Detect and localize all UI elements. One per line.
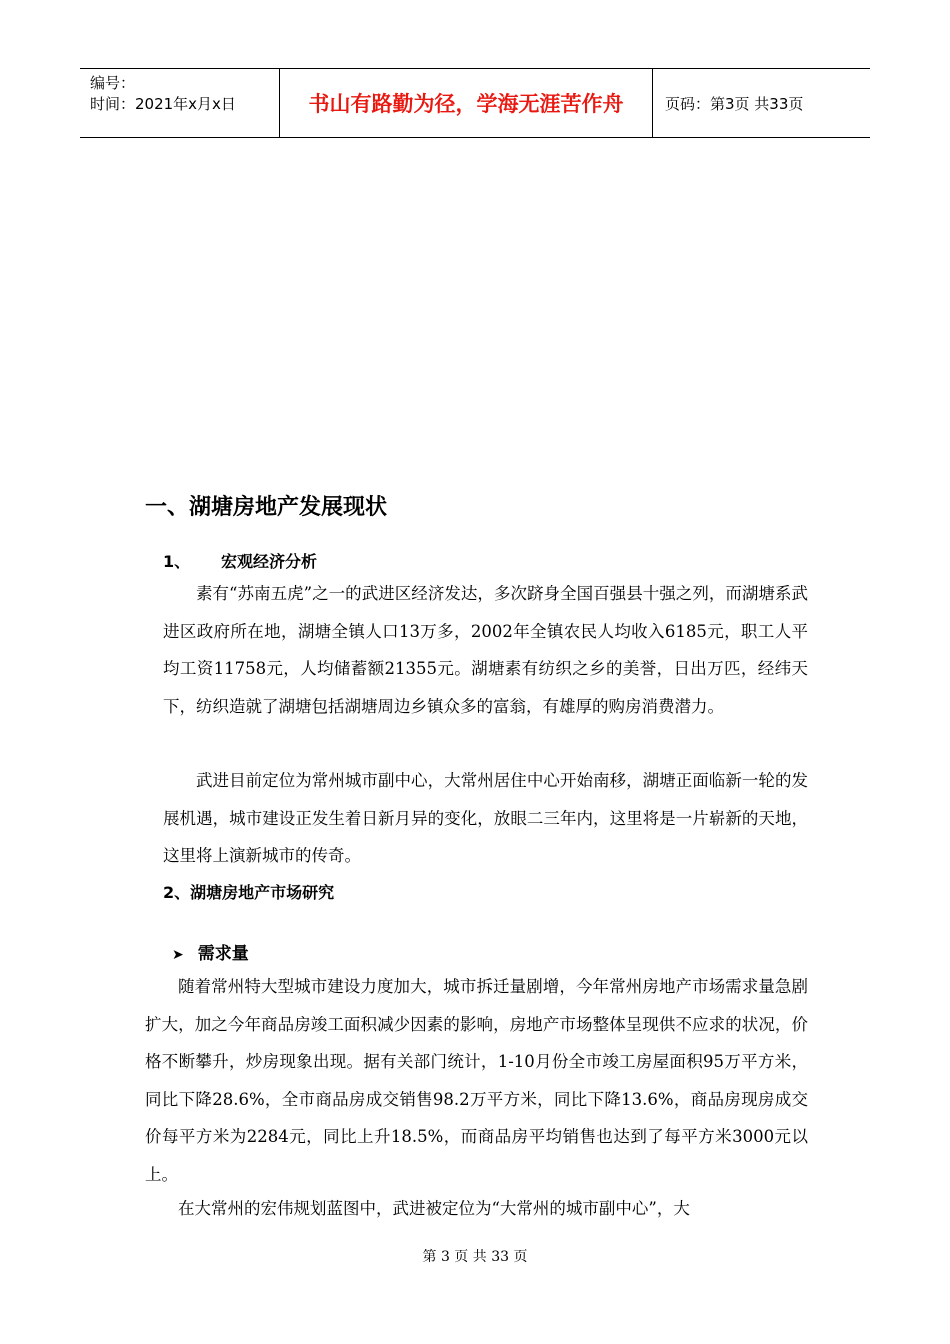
page-footer: 第 3 页 共 33 页 xyxy=(422,1249,528,1265)
paragraph-3: 随着常州特大型城市建设力度加大，城市拆迁量剧增，今年常州房地产市场需求量急剧扩大，加之今年商品房竣工面积减少因素的影响，房地产市场整体呈现供不应求的状况，价格不断攀升，炒房现象出现。据有关部门统计，1-10月份全市竣工房屋面积95万平方米，同比下降28.6%，全市商品房成交销售98.2万平方米，同比下降13.6%，商品房现房成交价每平方米为2284元，同比上升18.5%，而商品房平均销售也达到了每平方米3000元以上。 xyxy=(145,977,808,1184)
subsection-1-heading xyxy=(163,549,317,572)
header-page-info: 页码：第3页 共33页 xyxy=(665,94,804,113)
page-header xyxy=(80,68,870,138)
header-time-label: 时间：2021年x月x日 xyxy=(90,95,236,113)
header-number-label: 编号： xyxy=(90,74,136,92)
section-title: 一、湖塘房地产发展现状 xyxy=(145,495,388,520)
paragraph-4: 在大常州的宏伟规划蓝图中，武进被定位为“大常州的城市副中心”，大 xyxy=(178,1199,690,1218)
header-meta xyxy=(80,69,280,137)
subsection-1-number: 1、 xyxy=(163,552,191,571)
subsection-2-heading: 2、湖塘房地产市场研究 xyxy=(163,883,335,902)
bullet-title: 需求量 xyxy=(197,944,249,964)
bullet-heading xyxy=(172,939,249,964)
header-motto: 书山有路勤为径，学海无涯苦作舟 xyxy=(280,69,653,137)
subsection-1-title: 宏观经济分析 xyxy=(221,552,318,571)
paragraph-1: 素有“苏南五虎”之一的武进区经济发达，多次跻身全国百强县十强之列，而湖塘系武进区政府所在地，湖塘全镇人口13万多，2002年全镇农民人均收入6185元，职工人平均工资11758元，人均储蓄额21355元。湖塘素有纺织之乡的美誉，日出万匹，经纬天下，纺织造就了湖塘包括湖塘周边乡镇众多的富翁，有雄厚的购房消费潜力。 xyxy=(163,584,808,716)
paragraph-2: 武进目前定位为常州城市副中心，大常州居住中心开始南移，湖塘正面临新一轮的发展机遇，城市建设正发生着日新月异的变化，放眼二三年内，这里将是一片崭新的天地，这里将上演新城市的传奇。 xyxy=(163,771,808,865)
arrow-bullet-icon: ➤ xyxy=(172,947,184,963)
